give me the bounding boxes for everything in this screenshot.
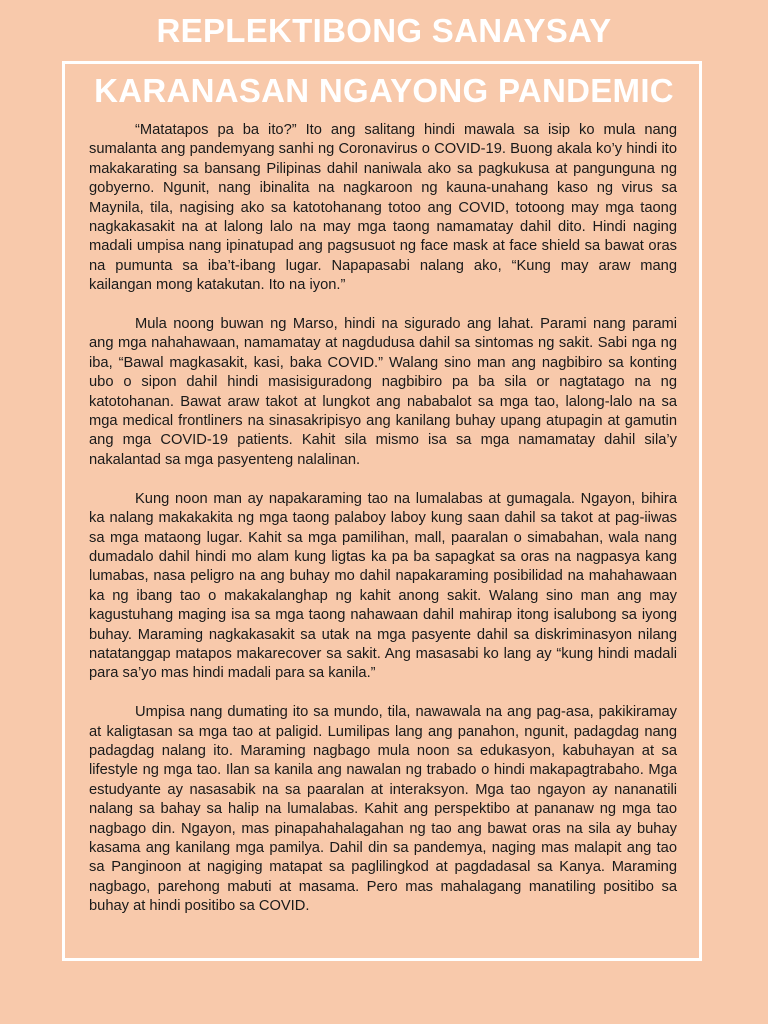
essay-subtitle: KARANASAN NGAYONG PANDEMIC xyxy=(94,72,674,109)
paragraph-1: “Matatapos pa ba ito?” Ito ang salitang hindi mawala sa isip ko mula nang sumalanta ang pandemyang sanhi ng Coronavirus o COVID-19. Buong akala ko’y hindi ito makakarating sa bansang Pilipinas dahil naniwala ako sa pagkukusa at pangunguna ng gobyerno. Ngunit, nang ibinalita na nagkaroon ng kauna-unahang kaso ng virus sa Maynila, tila, nagising ako sa katotohanang totoo ang COVID, totoong may mga taong nagkakasakit na at lalong lalo na may mga taong namamatay dahil dito. Hindi naging madali umpisa nang ipinatupad ang pagsusuot ng face mask at face shield sa bawat oras na pumunta sa iba’t-ibang lugar. Napapasabi nalang ako, “Kung may araw mang kailangan mong katakutan. Ito na iyon.” xyxy=(89,122,677,294)
paragraph-3: Kung noon man ay napakaraming tao na lumalabas at gumagala. Ngayon, bihira ka nalang makakakita ng mga taong palaboy laboy kung saan dahil sa takot at pag-iiwas sa mga mataong lugar. Kahit sa mga pamilihan, mall, paaralan o simabahan, wala nang dumadalo dahil hindi mo alam kung ligtas ka pa ba sapagkat sa oras na nagpasya kang lumabas, nasa peligro na ang buhay mo dahil napakaraming posibilidad na mahahawaan ka ng ibang tao o makakalanghap ng kahit anong sakit. Walang sino man ang may kagustuhang maging isa sa mga taong nahawaan dahil mahirap itong isalubong sa iyong buhay. Maraming nagkakasakit sa utak na mga pasyente dahil sa diskriminasyon nilang natatanggap matapos makarecover sa sakit. Ang masasabi ko lang ay “kung hindi madali para sa’yo mas hindi madali para sa kanila.” xyxy=(89,490,677,682)
page-title: REPLEKTIBONG SANAYSAY xyxy=(156,12,612,49)
paragraph-4: Umpisa nang dumating ito sa mundo, tila, nawawala na ang pag-asa, pakikiramay at kaligtasan sa mga tao at paligid. Lumilipas lang ang panahon, ngunit, padagdag nang padagdag nalang ito. Maraming nagbago mula noon sa edukasyon, kabuhayan at sa lifestyle ng mga tao. Ilan sa kanila ang nawalan ng trabado o hindi makapagtrabaho. Mga estudyante ay nasasabik na sa paaralan at interaksyon. Mga tao ngayon ay nananatili nalang sa bahay sa halip na lumalabas. Kahit ang perspektibo at pananaw ng mga tao nagbago din. Ngayon, mas pinapahahalagahan ng tao ang bawat oras na sila ay buhay kasama ang kanilang mga pamilya. Dahil din sa pandemya, naging mas malapit ang tao sa Panginoon at nagiging matapat sa paglilingkod at pagdadasal sa Kanya. Maraming nagbago, parehong mabuti at masama. Pero mas mahalagang manatiling positibo sa buhay at hindi positibo sa COVID. xyxy=(89,704,677,915)
essay-body xyxy=(89,121,677,936)
paragraph-2: Mula noong buwan ng Marso, hindi na sigurado ang lahat. Parami nang parami ang mga nahahawaan, namamatay at nagdudusa dahil sa sintomas ng sakit. Sabi nga ng iba, “Bawal magkasakit, kasi, baka COVID.” Walang sino man ang nagbibiro sa konting ubo o sipon dahil hindi masisiguradong nagbibiro pa ba sila or nagtatago na ng katotohanan. Bawat araw takot at lungkot ang nababalot sa mga tao, lalong-lalo na sa mga medical frontliners na sinasakripisyo ang kanilang buhay upang atupagin at gamutin ang mga COVID-19 patients. Kahit sila mismo isa sa mga namamatay dahil sila’y nakalantad sa mga pasyenteng nalalinan. xyxy=(89,316,677,468)
